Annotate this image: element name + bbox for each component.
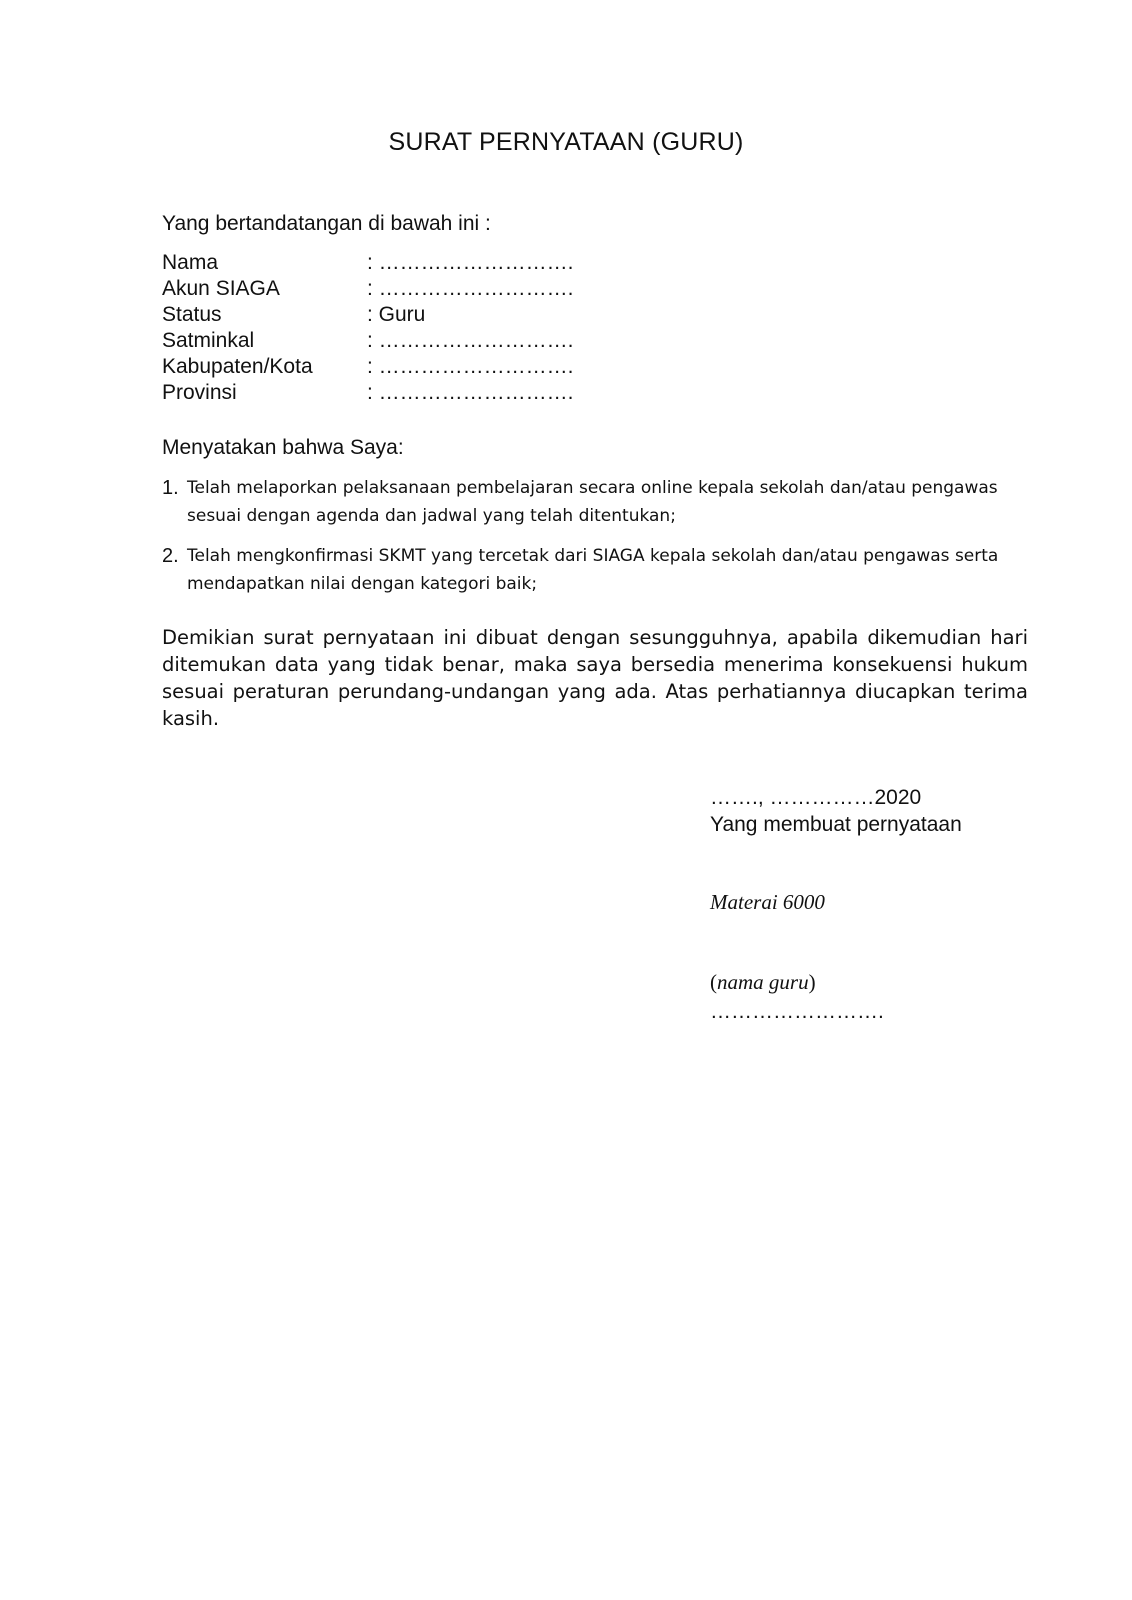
intro-text: Yang bertandatangan di bawah ini : — [162, 212, 491, 235]
field-label: Kabupaten/Kota — [162, 355, 313, 378]
field-row-kabupaten-kota — [162, 354, 574, 380]
signer-name-placeholder: nama guru — [717, 970, 809, 994]
field-value: : Guru — [367, 303, 426, 326]
field-row-satminkal — [162, 328, 574, 354]
field-label: Provinsi — [162, 381, 237, 404]
field-value: : ………………………. — [367, 355, 574, 378]
field-value: : ………………………. — [367, 329, 574, 352]
signature-maker: Yang membuat pernyataan — [710, 813, 962, 836]
closing-paragraph: Demikian surat pernyataan ini dibuat dengan sesungguhnya, apabila dikemudian hari ditemukan data yang tidak benar, maka saya bersedia menerima konsekuensi hukum sesuai peraturan perundang-undangan yang ada. Atas perhatiannya diucapkan terima kasih. — [162, 626, 1028, 730]
page-title: SURAT PERNYATAAN (GURU) — [388, 128, 744, 156]
declaration-list — [162, 474, 1042, 610]
list-item-text: Telah mengkonfirmasi SKMT yang tercetak dari SIAGA kepala sekolah dan/atau pengawas serta mendapatkan nilai dengan kategori baik; — [187, 546, 999, 594]
field-row-akun-siaga — [162, 276, 574, 302]
field-value: : ………………………. — [367, 251, 574, 274]
stamp-placeholder: Materai 6000 — [710, 890, 825, 914]
list-item-text: Telah melaporkan pelaksanaan pembelajaran secara online kepala sekolah dan/atau pengawas sesuai dengan agenda dan jadwal yang telah ditentukan; — [187, 478, 998, 526]
paren-close: ) — [808, 970, 816, 994]
field-row-nama — [162, 250, 574, 276]
field-row-status — [162, 302, 574, 328]
paren-open: ( — [710, 970, 717, 994]
field-value: : ………………………. — [367, 277, 574, 300]
field-label: Nama — [162, 251, 219, 274]
declaration-heading: Menyatakan bahwa Saya: — [162, 436, 404, 459]
list-item-number: 1. — [162, 477, 179, 499]
list-item-number: 2. — [162, 545, 179, 567]
list-item — [162, 474, 1042, 530]
identity-fields — [162, 250, 574, 406]
field-row-provinsi — [162, 380, 574, 406]
field-value: : ………………………. — [367, 381, 574, 404]
signer-name — [710, 970, 816, 995]
list-item — [162, 542, 1042, 598]
field-label: Satminkal — [162, 329, 255, 352]
signature-date: ……., ……………2020 — [710, 786, 922, 809]
signer-name-line: ……………………. — [710, 1000, 884, 1023]
field-label: Akun SIAGA — [162, 277, 280, 300]
field-label: Status — [162, 303, 222, 326]
